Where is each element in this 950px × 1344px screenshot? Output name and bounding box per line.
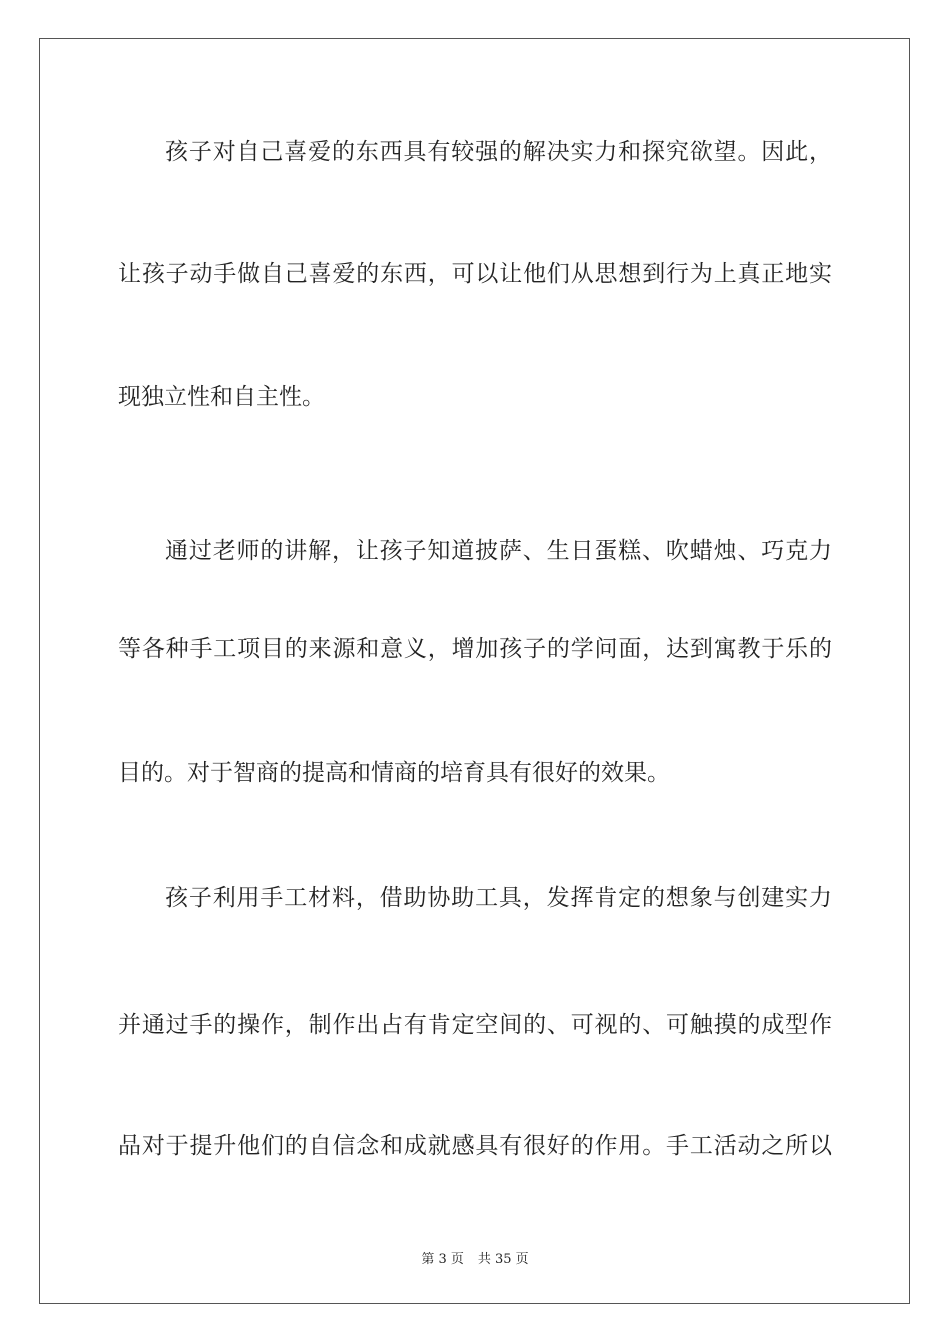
paragraph-3-line-3: 品对于提升他们的自信念和成就感具有很好的作用。手工活动之所以	[118, 1133, 832, 1159]
total-pages: 共 35 页	[477, 1252, 529, 1267]
paragraph-2-line-3: 目的。对于智商的提高和情商的培育具有很好的效果。	[118, 760, 670, 786]
paragraph-3-line-2: 并通过手的操作，制作出占有肯定空间的、可视的、可触摸的成型作	[118, 1012, 832, 1038]
paragraph-1-line-1: 孩子对自己喜爱的东西具有较强的解决实力和探究欲望。因此，	[165, 139, 832, 165]
paragraph-1-line-3: 现独立性和自主性。	[118, 384, 325, 410]
page-number: 第 3 页	[421, 1252, 464, 1267]
page-footer	[0, 1248, 950, 1267]
page-border	[39, 38, 910, 1304]
paragraph-2-line-1: 通过老师的讲解，让孩子知道披萨、生日蛋糕、吹蜡烛、巧克力	[165, 538, 832, 564]
paragraph-1-line-2: 让孩子动手做自己喜爱的东西，可以让他们从思想到行为上真正地实	[118, 261, 832, 287]
paragraph-3-line-1: 孩子利用手工材料，借助协助工具，发挥肯定的想象与创建实力	[165, 885, 832, 911]
paragraph-2-line-2: 等各种手工项目的来源和意义，增加孩子的学问面，达到寓教于乐的	[118, 636, 832, 662]
